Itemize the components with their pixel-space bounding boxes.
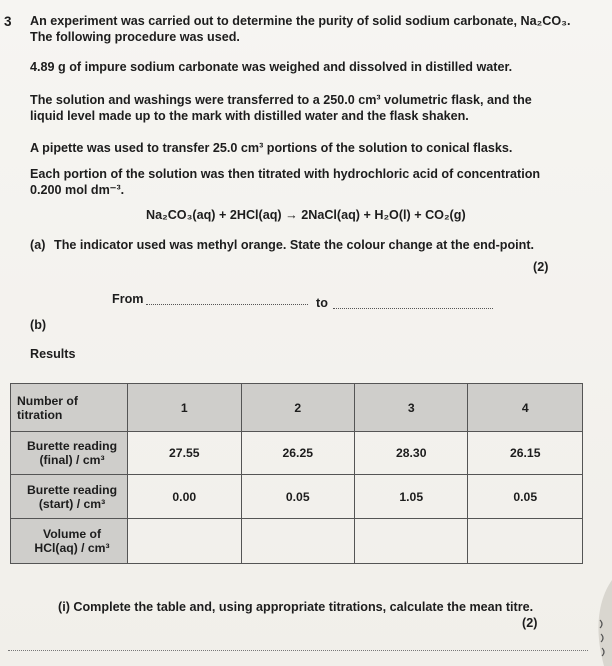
column-header-4: 4 [468, 384, 583, 432]
cell-volume-1[interactable] [128, 519, 241, 564]
cell-final-4: 26.15 [468, 432, 583, 475]
row-label-line-2: HCl(aq) / cm³ [34, 541, 110, 555]
from-answer-line[interactable] [146, 304, 308, 305]
to-label: to [316, 296, 328, 310]
row-label-line-1: Burette reading [26, 439, 118, 453]
part-b-i-marks: (2) [522, 616, 538, 630]
answer-line[interactable] [8, 650, 588, 651]
part-a-marks: (2) [533, 260, 549, 274]
column-header-2: 2 [241, 384, 354, 432]
table-header-row [11, 384, 583, 432]
row-label-line-2: (final) / cm³ [39, 453, 105, 467]
procedure-step-titrate-line-2: 0.200 mol dm⁻³. [30, 183, 125, 197]
column-header-1: 1 [128, 384, 241, 432]
from-label: From [112, 292, 144, 306]
table-row [11, 432, 583, 475]
intro-line-2: The following procedure was used. [30, 30, 240, 44]
question-number: 3 [4, 14, 12, 29]
page-curl-decoration [590, 580, 612, 666]
row-label-line-1: Burette reading [26, 482, 118, 497]
to-answer-line[interactable] [333, 308, 493, 309]
cell-final-1: 27.55 [128, 432, 241, 475]
cell-volume-3[interactable] [355, 519, 468, 564]
row-label-final [11, 432, 128, 475]
procedure-step-transfer-line-1: The solution and washings were transferred to a 250.0 cm³ volumetric flask, and the [30, 93, 532, 107]
row-label-line-1: Volume of [43, 527, 102, 541]
row-label-volume [11, 519, 128, 564]
cell-start-1: 0.00 [128, 475, 241, 519]
reaction-equation: Na₂CO₃(aq) + 2HCl(aq) → 2NaCl(aq) + H₂O(l) + CO₂(g) [146, 208, 466, 222]
cell-final-2: 26.25 [241, 432, 354, 475]
procedure-step-titrate-line-1: Each portion of the solution was then titrated with hydrochloric acid of concentration [30, 167, 541, 181]
part-a-question: The indicator used was methyl orange. State the colour change at the end-point. [54, 238, 535, 252]
cell-start-2: 0.05 [241, 475, 354, 519]
table-header-label [11, 384, 128, 432]
results-heading: Results [30, 347, 76, 361]
row-label-line-2: (start) / cm³ [38, 496, 106, 511]
column-header-3: 3 [355, 384, 468, 432]
results-table [10, 383, 583, 564]
part-a-label: (a) [30, 238, 46, 252]
table-row [11, 519, 583, 564]
table-header-label-line-2: titration [17, 407, 63, 422]
cell-start-3: 1.05 [355, 475, 468, 519]
part-b-i-question: (i) Complete the table and, using appropriate titrations, calculate the mean titre. [58, 600, 534, 614]
cell-start-4: 0.05 [468, 475, 583, 519]
intro-line-1: An experiment was carried out to determine the purity of solid sodium carbonate, Na₂CO₃. [30, 14, 571, 28]
procedure-step-pipette: A pipette was used to transfer 25.0 cm³ portions of the solution to conical flasks. [30, 141, 513, 155]
table-row [11, 475, 583, 519]
row-label-start [11, 475, 128, 519]
cell-volume-4[interactable] [468, 519, 583, 564]
part-b-label: (b) [30, 318, 47, 332]
table-header-label-line-1: Number of [17, 393, 78, 408]
cell-final-3: 28.30 [355, 432, 468, 475]
procedure-step-transfer-line-2: liquid level made up to the mark with distilled water and the flask shaken. [30, 109, 469, 123]
procedure-step-weigh: 4.89 g of impure sodium carbonate was weighed and dissolved in distilled water. [30, 60, 513, 74]
cell-volume-2[interactable] [241, 519, 354, 564]
